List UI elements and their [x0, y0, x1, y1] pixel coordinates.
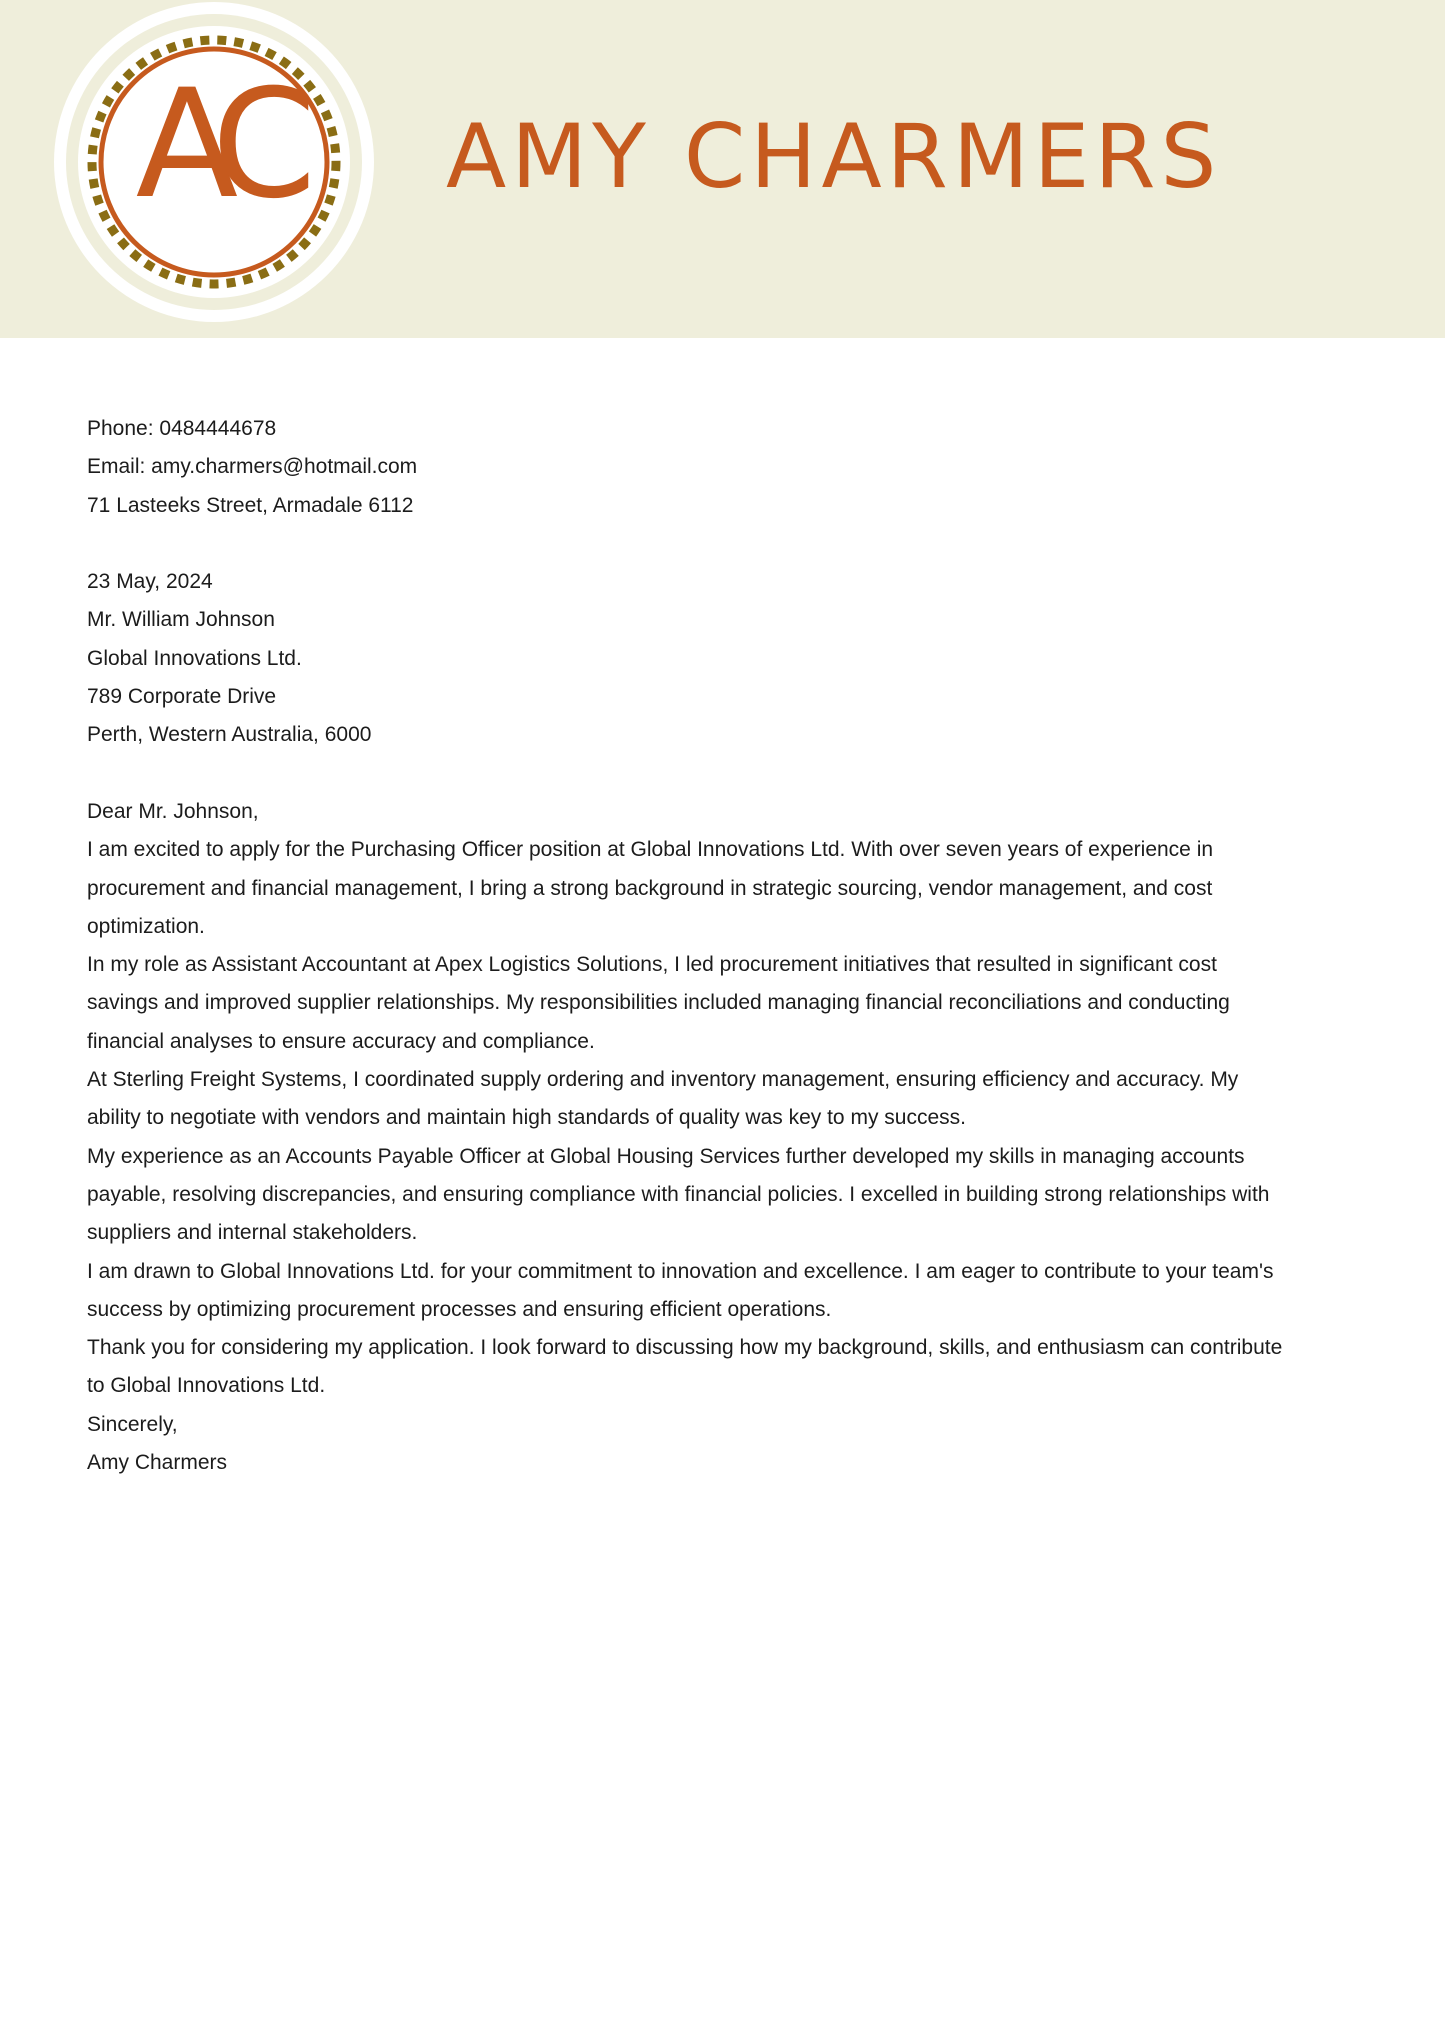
monogram-emblem: [52, 0, 376, 324]
body-paragraph: Thank you for considering my application. I look forward to discussing how my background, skills, and enthusiasm can contribute to Global Innovations Ltd.: [87, 1336, 1283, 1398]
body-paragraph: In my role as Assistant Accountant at Apex Logistics Solutions, I led procurement initiatives that resulted in significant cost savings and improved supplier relationships. My responsibilities included managing financial reconciliations and conducting financial analyses to ensure accuracy and compliance.: [87, 953, 1230, 1053]
recipient-street: 789 Corporate Drive: [87, 685, 277, 709]
recipient-company: Global Innovations Ltd.: [87, 646, 302, 670]
body-paragraph: I am drawn to Global Innovations Ltd. for your commitment to innovation and excellence. I am eager to contribute to your team's success by optimizing procurement processes and ensuring efficient operations.: [87, 1259, 1274, 1321]
contact-block: [87, 410, 1287, 525]
recipient-city: Perth, Western Australia, 6000: [87, 723, 372, 747]
contact-email: Email: amy.charmers@hotmail.com: [87, 455, 418, 479]
letter-body: [87, 410, 1287, 1482]
monogram-logo: [52, 0, 376, 324]
contact-address: 71 Lasteeks Street, Armadale 6112: [87, 493, 414, 517]
header-band: [0, 0, 1445, 338]
letter-date: 23 May, 2024: [87, 570, 213, 594]
contact-phone: Phone: 0484444678: [87, 417, 277, 440]
body-paragraph: At Sterling Freight Systems, I coordinated supply ordering and inventory management, ensuring efficiency and accuracy. My ability to negotiate with vendors and maintain high standards of quality was key to my success.: [87, 1068, 1239, 1130]
monogram-text: AC: [135, 58, 293, 232]
applicant-name: AMY CHARMERS: [446, 105, 1222, 208]
salutation: Dear Mr. Johnson,: [87, 799, 259, 823]
body-paragraph: I am excited to apply for the Purchasing Officer position at Global Innovations Ltd. With over seven years of experience in procurement and financial management, I bring a strong background in strategic sourcing, vendor management, and cost optimization.: [87, 838, 1214, 938]
recipient-name: Mr. William Johnson: [87, 608, 275, 632]
closing: Sincerely,: [87, 1412, 178, 1436]
recipient-block: [87, 601, 1287, 754]
signature-name: Amy Charmers: [87, 1451, 228, 1475]
body-paragraph: My experience as an Accounts Payable Officer at Global Housing Services further developed my skills in managing accounts payable, resolving discrepancies, and ensuring compliance with financial policies. I excelled in building strong relationships with suppliers and internal stakeholders.: [87, 1144, 1270, 1245]
